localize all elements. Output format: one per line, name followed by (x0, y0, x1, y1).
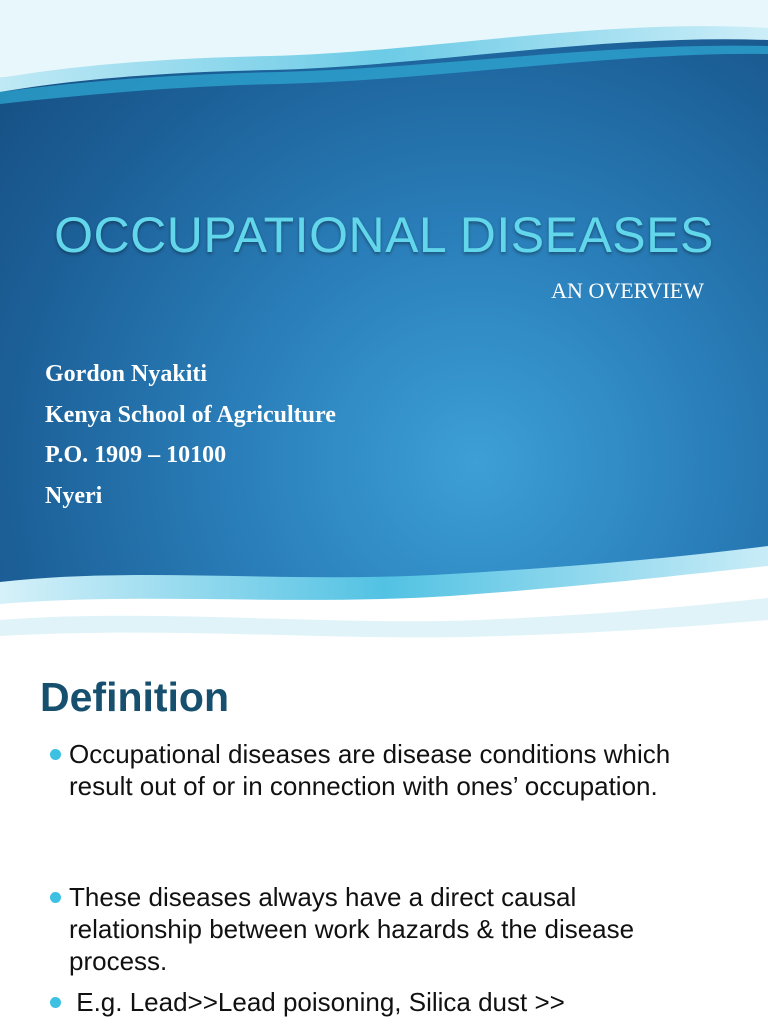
author-address: P.O. 1909 – 10100 (45, 442, 227, 468)
author-town: Nyeri (45, 482, 103, 509)
author-institution: Kenya School of Agriculture (45, 401, 336, 428)
definition-slide (0, 660, 768, 1024)
definition-heading: Definition (40, 674, 230, 720)
author-block (45, 354, 336, 516)
author-name: Gordon Nyakiti (45, 361, 208, 387)
bullet-text: These diseases always have a direct causal relationship between work hazards & the disease process. (69, 882, 635, 976)
bullet-text: Occupational diseases are disease conditions which result out of or in connection with ones’ occupation. (69, 739, 671, 801)
bullet-text: E.g. Lead>>Lead poisoning, Silica dust >> (69, 987, 565, 1017)
slide-title: OCCUPATIONAL DISEASES (54, 207, 714, 263)
bullet-dot-icon (50, 997, 61, 1008)
bullet-dot-icon (50, 749, 61, 760)
bullet-dot-icon (50, 892, 61, 903)
slide-subtitle: AN OVERVIEW (551, 278, 704, 303)
